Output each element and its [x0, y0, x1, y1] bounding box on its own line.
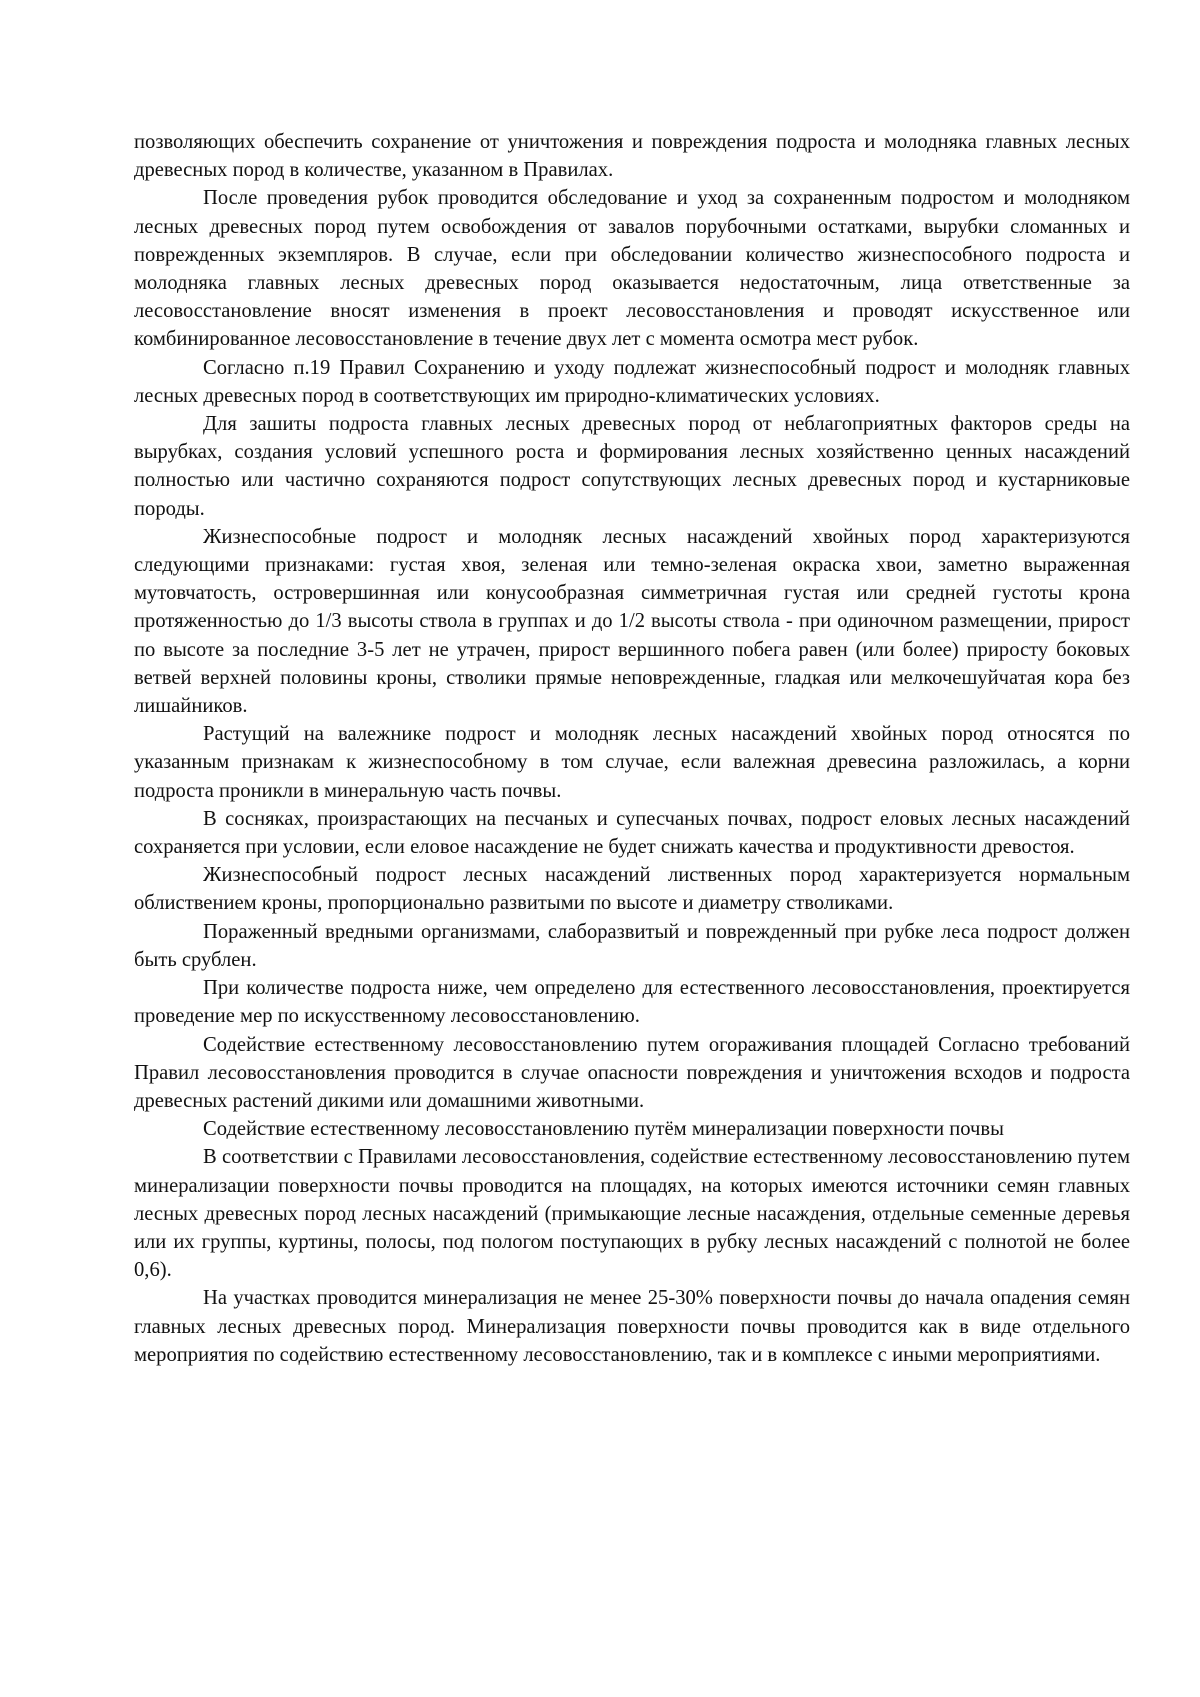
- paragraph-mineralization-rules: В соответствии с Правилами лесовосстановления, содействие естественному лесовосстановлению путем минерализации поверхности почвы проводится на площадях, на которых имеются источники семян главных лесных древесных пород лесных насаждений (примыкающие лесные насаждения, отдельные семенные деревья или их группы, куртины, полосы, под пологом поступающих в рубку лесных насаждений с полнотой не более 0,6).: [134, 1146, 1130, 1282]
- paragraph-deciduous-undergrowth: Жизнеспособный подрост лесных насаждений лиственных пород характеризуется нормальным облиствением кроны, пропорционально развитыми по высоте и диаметру стволиками.: [134, 864, 1130, 915]
- paragraph-survey-after-felling: После проведения рубок проводится обследование и уход за сохраненным подростом и молодняком лесных древесных пород путем освобождения от завалов порубочными остатками, вырубки сломанных и поврежденных экземпляров. В случае, если при обследовании количество жизнеспособного подроста и молодняка главных лесных древесных пород оказывается недостаточным, лица ответственные за лесовосстановление вносят изменения в проект лесовосстановления и проводят искусственное или комбинированное лесовосстановление в течение двух лет с момента осмотра мест рубок.: [134, 187, 1130, 351]
- paragraph-artificial-reforestation: При количестве подроста ниже, чем определено для естественного лесовосстановления, проектируется проведение мер по искусственному лесовосстановлению.: [134, 977, 1130, 1028]
- paragraph-fencing: Содействие естественному лесовосстановлению путем огораживания площадей Согласно требований Правил лесовосстановления проводится в случае опасности повреждения и уничтожения всходов и подроста древесных растений дикими или домашними животными.: [134, 1033, 1130, 1112]
- document-page: [134, 128, 1130, 1369]
- paragraph-mineralization-heading: Содействие естественному лесовосстановлению путём минерализации поверхности почвы: [203, 1118, 1004, 1141]
- paragraph-continuation: позволяющих обеспечить сохранение от уничтожения и повреждения подроста и молодняка главных лесных древесных пород в количестве, указанном в Правилах.: [134, 131, 1130, 182]
- paragraph-pine-stands: В сосняках, произрастающих на песчаных и супесчаных почвах, подрост еловых лесных насаждений сохраняется при условии, если еловое насаждение не будет снижать качества и продуктивности древостоя.: [134, 807, 1130, 859]
- paragraph-rule-19: Согласно п.19 Правил Сохранению и уходу подлежат жизнеспособный подрост и молодняк главных лесных древесных пород в соответствующих им природно-климатических условиях.: [134, 356, 1130, 407]
- paragraph-damaged-undergrowth: Пораженный вредными организмами, слаборазвитый и поврежденный при рубке леса подрост должен быть срублен.: [134, 920, 1130, 971]
- paragraph-protection-of-undergrowth: Для зашиты подроста главных лесных древесных пород от неблагоприятных факторов среды на вырубках, создания условий успешного роста и формирования лесных хозяйственно ценных насаждений полностью или частично сохраняются подрост сопутствующих лесных древесных пород и кустарниковые породы.: [134, 413, 1130, 520]
- paragraph-deadwood-undergrowth: Растущий на валежнике подрост и молодняк лесных насаждений хвойных пород относятся по указанным признакам к жизнеспособному в том случае, если валежная древесина разложилась, а корни подроста проникли в минеральную часть почвы.: [134, 723, 1130, 802]
- paragraph-mineralization-percent: На участках проводится минерализация не менее 25-30% поверхности почвы до начала опадения семян главных лесных древесных пород. Минерализация поверхности почвы проводится как в виде отдельного мероприятия по содействию естественному лесовосстановлению, так и в комплексе с иными мероприятиями.: [134, 1287, 1130, 1366]
- paragraph-viable-coniferous-signs: Жизнеспособные подрост и молодняк лесных насаждений хвойных пород характеризуются следующими признаками: густая хвоя, зеленая или темно-зеленая окраска хвои, заметно выраженная мутовчатость, островершинная или конусообразная симметричная густая или средней густоты крона протяженностью до 1/3 высоты ствола в группах и до 1/2 высоты ствола - при одиночном размещении, прирост по высоте за последние 3-5 лет не утрачен, прирост вершинного побега равен (или более) приросту боковых ветвей верхней половины кроны, стволики прямые неповрежденные, гладкая или мелкочешуйчатая кора без лишайников.: [134, 525, 1130, 718]
